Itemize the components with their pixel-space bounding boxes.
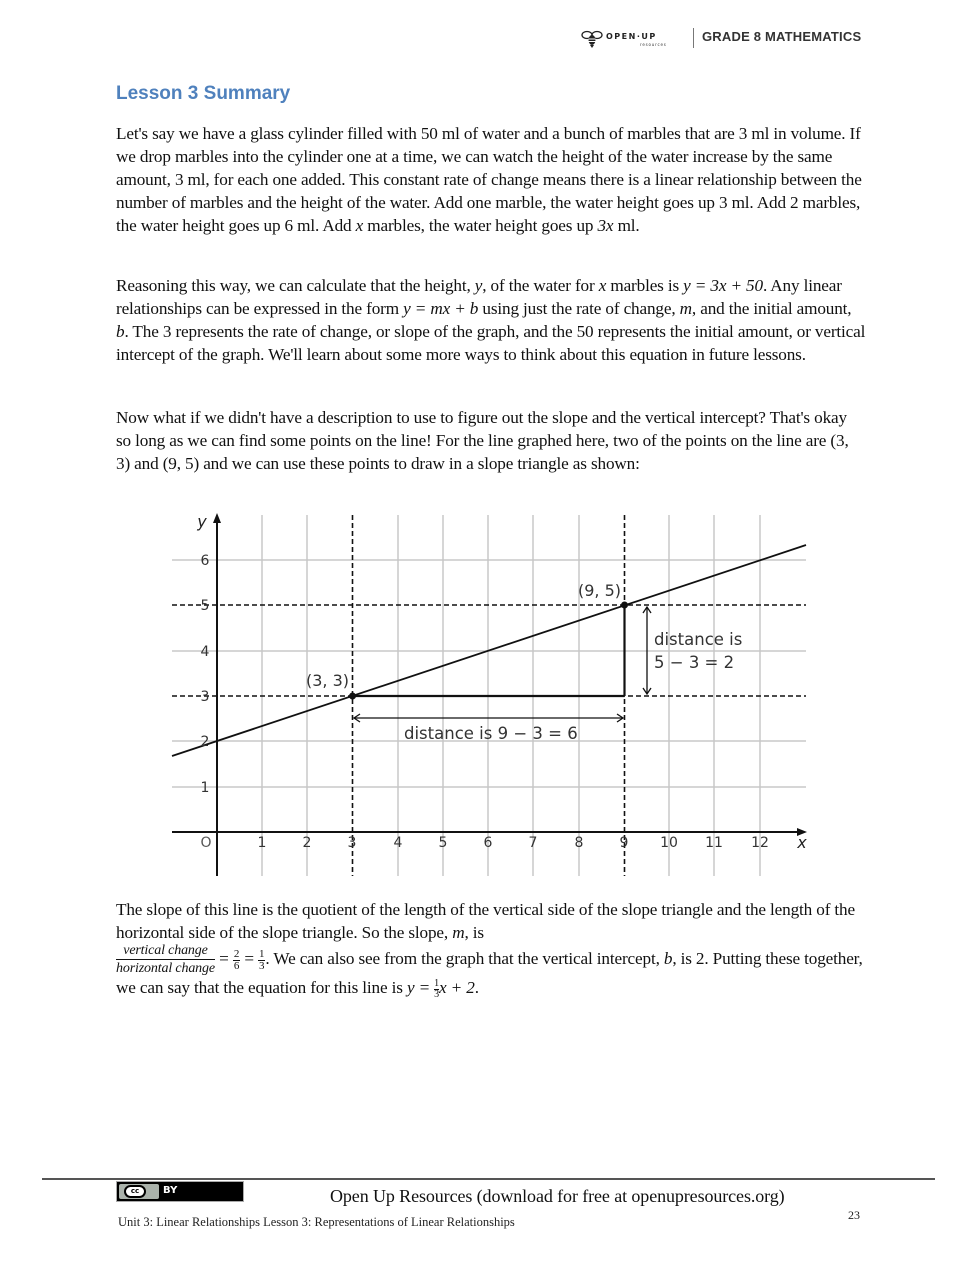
text: . Any linear relationships can be expressed in the form [116, 276, 842, 318]
svg-text:6: 6 [483, 835, 493, 851]
math-b: b [116, 322, 125, 341]
math-m: m [679, 299, 692, 318]
point-9-5-marker [621, 602, 628, 609]
svg-text:3: 3 [347, 835, 357, 851]
text: . The 3 represents the rate of change, or slope of the graph, and the 50 represents the initial amount, or vertical intercept of the graph. We'll learn about some more ways to think about this equation in future lessons. [116, 322, 866, 364]
text: The slope of this line is the quotient of the length of the vertical side of the slope triangle and the length of the horizontal side of the slope triangle. So the slope, [116, 900, 855, 942]
text: . [474, 978, 479, 997]
svg-text:4: 4 [393, 835, 403, 851]
svg-text:4: 4 [200, 644, 210, 660]
math-b: b [663, 948, 673, 968]
vertical-distance-label-1: distance is [654, 630, 743, 649]
svg-text:9: 9 [619, 835, 629, 851]
math-m: m [452, 923, 465, 942]
logo-text: OPEN·UP [606, 32, 657, 41]
paragraph-2 [116, 274, 866, 366]
text: , is [464, 923, 484, 942]
svg-text:10: 10 [660, 835, 678, 851]
text: Let's say we have a glass cylinder filled with 50 ml of water and a bunch of marbles that are 3 ml in volume. If we drop marbles into the cylinder one at a time, we can watch the height of the water increase by the same amount, 3 ml, for each one added. This constant rate of change means there is a linear relationship between the number of marbles and the height of the water. Add one marble, the water height goes up 3 ml. Add 2 marbles, the water height goes up 6 ml. Add [116, 124, 862, 235]
horizontal-distance-label: distance is 9 − 3 = 6 [404, 724, 578, 743]
final-eq-y: y = [406, 978, 435, 997]
footer-divider [42, 1178, 935, 1180]
text: and [130, 454, 163, 473]
vertical-distance-label-2: 5 − 3 = 2 [654, 653, 735, 672]
slope-triangle-graph [160, 505, 820, 885]
logo-subtext: resources [640, 42, 667, 47]
y-axis-arrow-icon [213, 513, 221, 523]
equals-sign: = [244, 948, 254, 968]
graph-svg [160, 505, 820, 885]
text: , is 2. Putting these together, we can say that the equation for this line is [116, 948, 863, 997]
math-x: x [355, 216, 364, 235]
header-divider [693, 28, 694, 48]
y-axis-label: y [197, 512, 207, 531]
x-tick-labels [258, 835, 769, 851]
axes [172, 513, 807, 876]
fraction-denominator: 6 [233, 959, 240, 972]
footer-source: Open Up Resources (download for free at openupresources.org) [330, 1186, 785, 1206]
cc-by-license-badge [116, 1181, 244, 1202]
fraction-change [116, 944, 215, 976]
open-up-logo [580, 28, 680, 50]
text: and we can use these points to draw in a slope triangle as shown: [199, 454, 640, 473]
text: , and the initial amount, [691, 299, 852, 318]
y-tick-labels [201, 553, 210, 796]
paragraph-4 [116, 898, 866, 999]
svg-text:2: 2 [200, 734, 210, 750]
fraction-denominator: 3 [259, 959, 265, 972]
math-x: x [598, 276, 607, 295]
svg-text:1: 1 [257, 835, 267, 851]
math-y: y [474, 276, 483, 295]
page-number: 23 [848, 1208, 860, 1222]
equals-sign: = [219, 948, 229, 968]
cc-icon [119, 1184, 159, 1199]
fraction-2-6 [233, 949, 240, 972]
text: using just the rate of change, [478, 299, 680, 318]
svg-text:1: 1 [200, 780, 210, 796]
fraction-numerator: 2 [233, 947, 240, 960]
point-9-5: (9, 5) [162, 454, 200, 473]
text: marbles, the water height goes up [363, 216, 598, 235]
cc-text: cc [124, 1185, 146, 1198]
text: Reasoning this way, we can calculate that the height, [116, 276, 475, 295]
point-3-3-label: (3, 3) [306, 671, 350, 690]
svg-text:12: 12 [751, 835, 769, 851]
text: ml. [613, 216, 640, 235]
page-header [578, 26, 868, 52]
svg-text:5: 5 [438, 835, 448, 851]
svg-text:2: 2 [302, 835, 312, 851]
fraction-numerator: vertical change [116, 944, 215, 960]
point-3-3-marker [349, 693, 356, 700]
equation-slope-intercept: y = mx + b [403, 299, 479, 318]
fraction-numerator: 1 [434, 978, 440, 990]
fraction-denominator: horizontal change [116, 961, 215, 976]
paragraph-3 [116, 406, 866, 475]
text: . We can also see from the graph that the vertical intercept, [265, 948, 664, 968]
fraction-numerator: 1 [259, 947, 265, 960]
svg-text:11: 11 [705, 835, 723, 851]
lesson-title: Lesson 3 Summary [116, 83, 291, 104]
grade-title: GRADE 8 MATHEMATICS [702, 29, 862, 44]
equation-marbles: y = 3x + 50 [683, 276, 763, 295]
svg-text:6: 6 [200, 553, 210, 569]
point-9-5-label: (9, 5) [578, 581, 622, 600]
point-3-3: (3, 3) [116, 431, 849, 473]
math-3x: 3x [597, 216, 614, 235]
final-eq-rest: x + 2 [439, 978, 475, 997]
text: , of the water for [482, 276, 599, 295]
origin-label: O [200, 835, 212, 851]
bee-icon [580, 28, 604, 50]
fraction-denominator: 3 [434, 988, 440, 1000]
text: Now what if we didn't have a description to use to figure out the slope and the vertical intercept? That's okay so long as we can find some points on the line! For the line graphed here, two of the points on the line are [116, 408, 847, 450]
svg-text:7: 7 [528, 835, 538, 851]
text: marbles is [606, 276, 684, 295]
footer-unit-lesson: Unit 3: Linear Relationships Lesson 3: Representations of Linear Relationships [118, 1215, 515, 1229]
paragraph-1 [116, 122, 866, 237]
x-axis-label: x [797, 833, 807, 852]
by-label: BY [163, 1185, 178, 1196]
svg-text:8: 8 [574, 835, 584, 851]
svg-text:5: 5 [200, 598, 210, 614]
svg-text:3: 3 [200, 689, 210, 705]
